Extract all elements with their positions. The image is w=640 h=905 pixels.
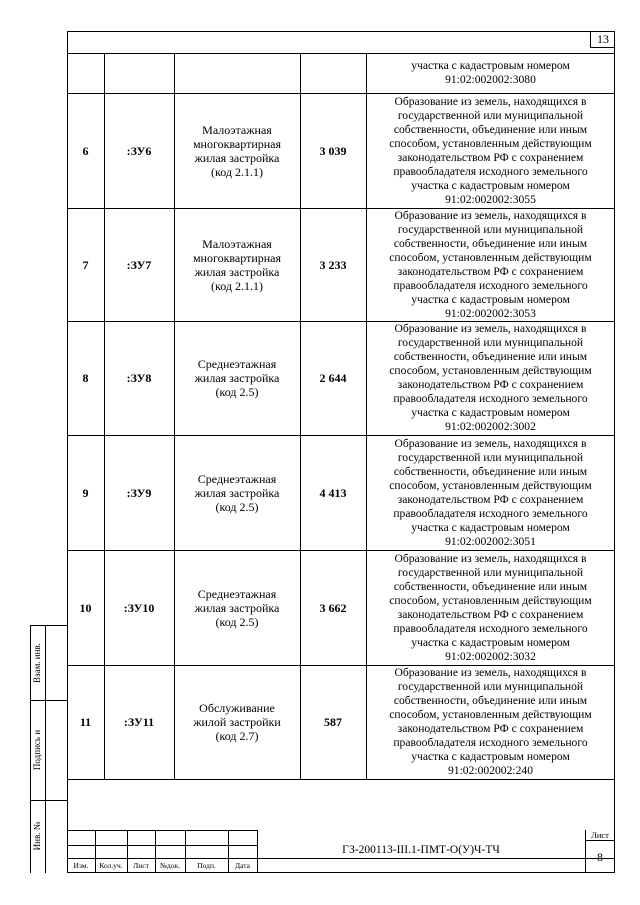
plot-designation: :ЗУ8 <box>126 371 152 385</box>
permitted-use: Малоэтажная многоквартирная жилая застройка (код 2.1.1) <box>192 236 282 293</box>
row-number: 10 <box>79 600 92 615</box>
row-number: 11 <box>79 715 92 729</box>
plot-designation: :ЗУ7 <box>126 257 152 272</box>
permitted-use: Малоэтажная многоквартирная жилая застройка (код 2.1.1) <box>192 122 282 179</box>
plot-designation: :ЗУ11 <box>123 715 155 729</box>
plot-area: 4 413 <box>319 485 347 500</box>
plot-area: 3 039 <box>319 143 347 158</box>
sheet-number: 8 <box>597 850 603 864</box>
plot-area: 587 <box>324 715 342 729</box>
plot-designation: :ЗУ10 <box>123 600 155 615</box>
row-number: 9 <box>82 485 89 500</box>
side-label-vzam-inv: Взам. инв. <box>32 643 42 683</box>
col-izm: Изм. <box>73 861 89 870</box>
plot-area: 3 662 <box>319 600 347 615</box>
page-number: 13 <box>590 31 615 48</box>
permitted-use: Среднеэтажная жилая застройка (код 2.5) <box>194 357 280 399</box>
col-kol-uch: Кол.уч. <box>99 861 123 870</box>
side-label-podpis: Подпись и <box>32 729 42 771</box>
plot-designation: :ЗУ9 <box>126 485 152 500</box>
document-code: ГЗ-200113-III.1-ПМТ-О(У)Ч-ТЧ <box>342 844 500 856</box>
formation-description: Образование из земель, находящихся в государственной или муниципальной собственности, объединение или иным способом, установленным действующим законодательством РФ с сохранением правообладателя исходного земельного участка с кадастровым номером 91:02:002002:3055 <box>389 94 592 206</box>
sheet-label: Лист <box>591 830 609 840</box>
side-label-inv-no: Инв. № <box>32 821 42 851</box>
continuation-description: участка с кадастровым номером 91:02:002002:3080 <box>411 59 570 86</box>
table-row-border <box>67 779 615 780</box>
permitted-use: Среднеэтажная жилая застройка (код 2.5) <box>194 586 280 629</box>
row-number: 6 <box>82 143 89 158</box>
col-ndok: №док. <box>159 861 181 870</box>
row-number: 7 <box>82 257 89 272</box>
col-list: Лист <box>133 861 149 870</box>
row-number: 8 <box>82 371 89 385</box>
col-data: Дата <box>235 861 250 870</box>
formation-description: Образование из земель, находящихся в государственной или муниципальной собственности, объединение или иным способом, установленным действующим законодательством РФ с сохранением правообладателя исходного земельного участка с кадастровым номером 91:02:002002:3051 <box>389 436 592 548</box>
formation-description: Образование из земель, находящихся в государственной или муниципальной собственности, объединение или иным способом, установленным действующим законодательством РФ с сохранением правообладателя исходного земельного участка с кадастровым номером 91:02:002002:3032 <box>389 551 592 663</box>
permitted-use: Обслуживание жилой застройки (код 2.7) <box>193 701 281 743</box>
formation-description: Образование из земель, находящихся в государственной или муниципальной собственности, объединение или иным способом, установленным действующим законодательством РФ с сохранением правообладателя исходного земельного участка с кадастровым номером 91:02:002002:3002 <box>389 322 592 433</box>
plot-designation: :ЗУ6 <box>126 143 152 158</box>
plot-area: 3 233 <box>319 257 347 272</box>
col-podp: Подп. <box>197 861 216 870</box>
formation-description: Образование из земель, находящихся в государственной или муниципальной собственности, объединение или иным способом, установленным действующим законодательством РФ с сохранением правообладателя исходного земельного участка с кадастровым номером 91:02:002002:240 <box>389 666 592 777</box>
formation-description: Образование из земель, находящихся в государственной или муниципальной собственности, объединение или иным способом, установленным действующим законодательством РФ с сохранением правообладателя исходного земельного участка с кадастровым номером 91:02:002002:3053 <box>389 208 592 320</box>
permitted-use: Среднеэтажная жилая застройка (код 2.5) <box>194 471 280 514</box>
plot-area: 2 644 <box>319 371 347 385</box>
